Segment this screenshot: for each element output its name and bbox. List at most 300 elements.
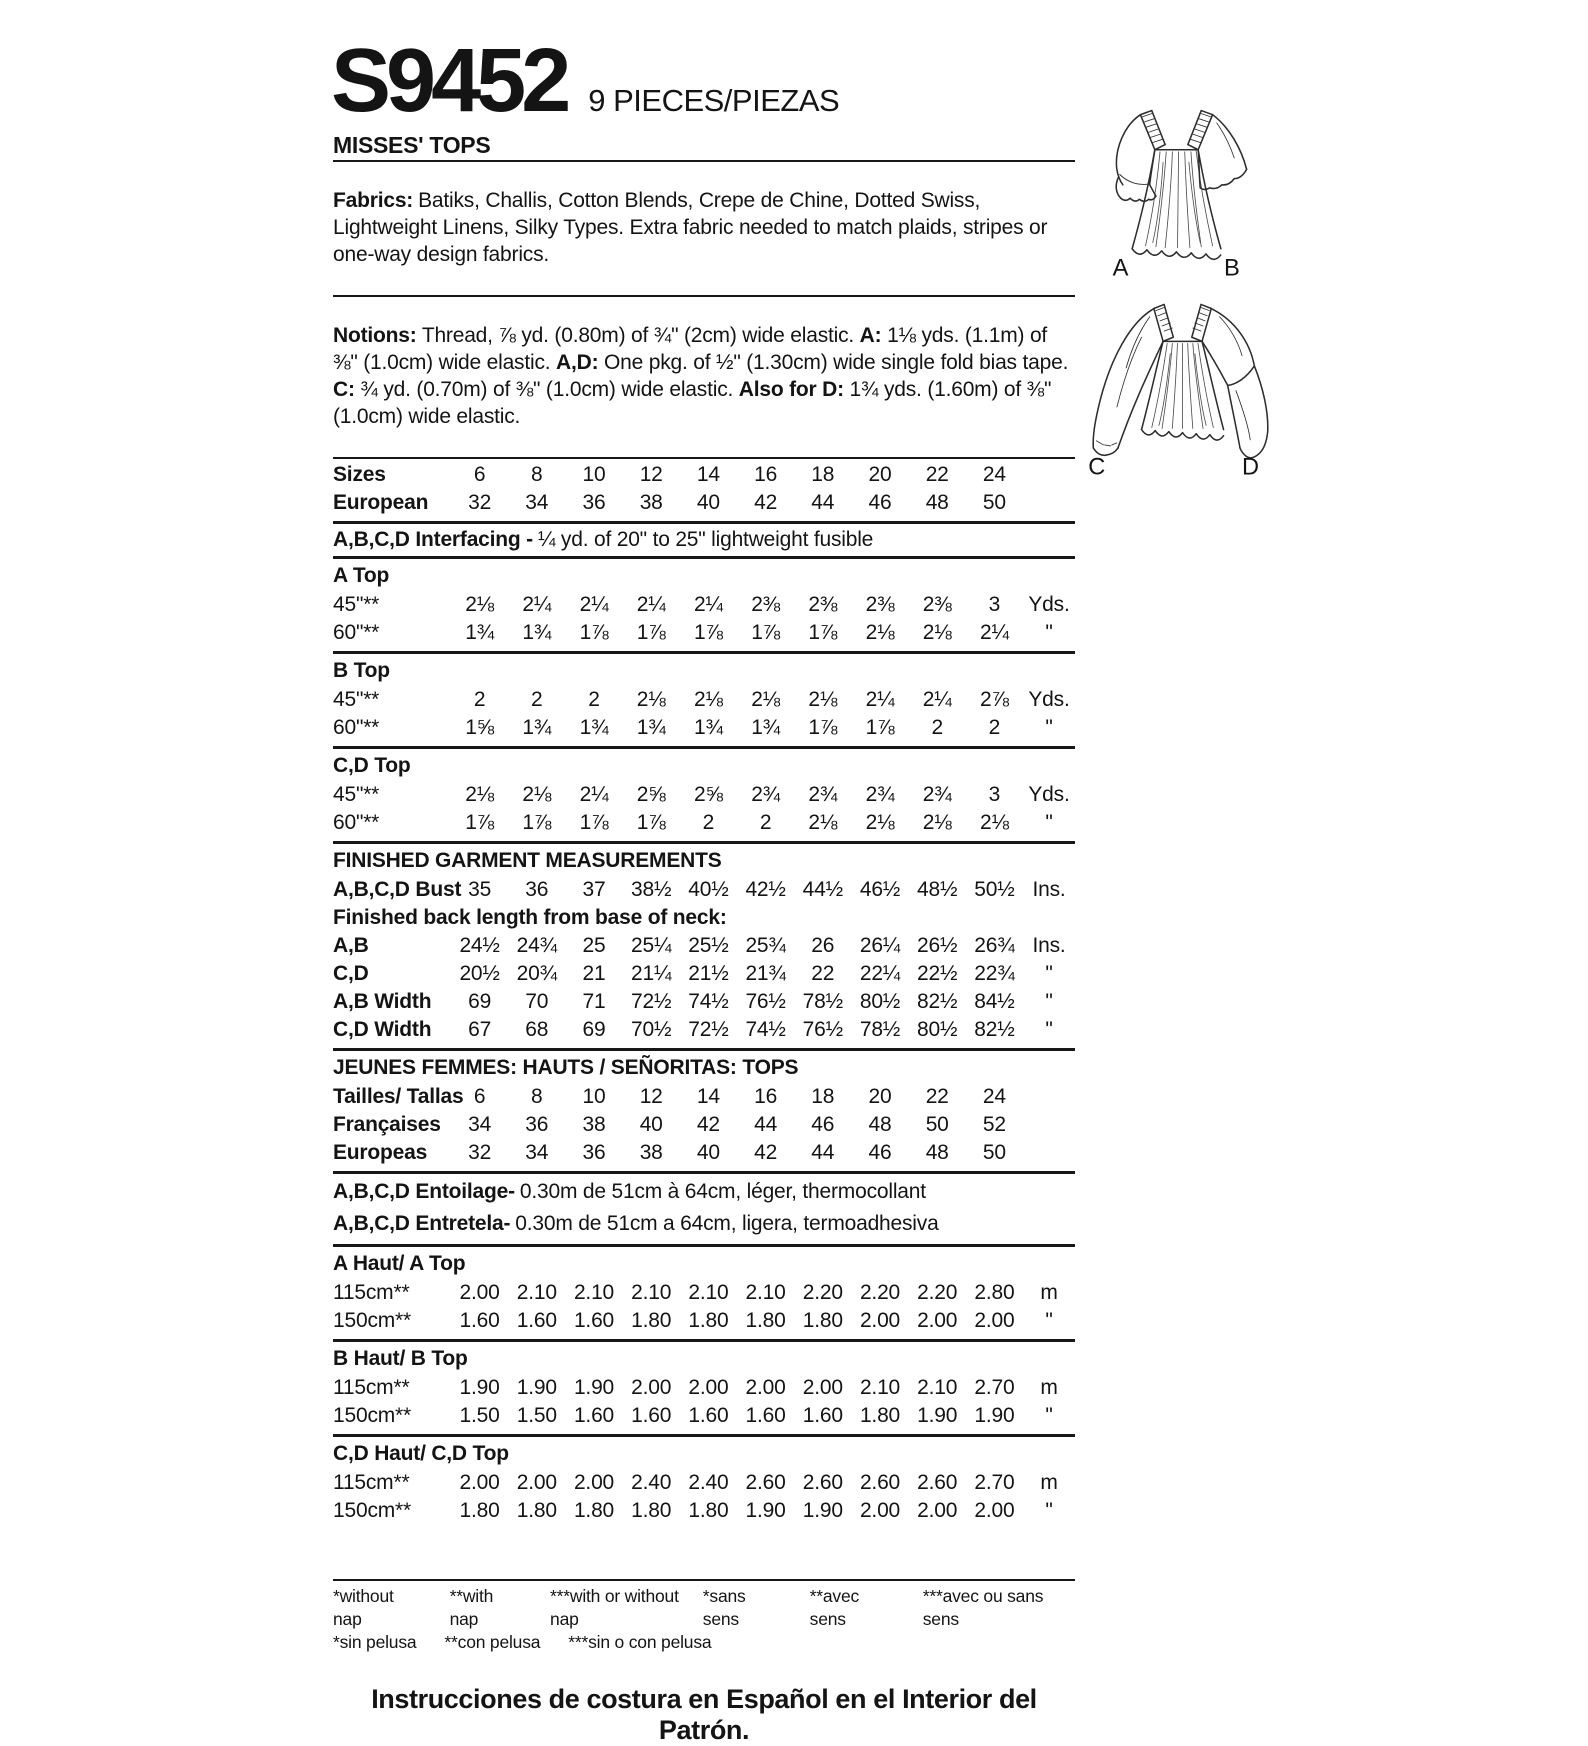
table-cell: 2¾ (865, 783, 895, 806)
notions-text: Thread, ⅞ yd. (0.80m) of ¾" (2cm) wide elastic. (416, 324, 860, 347)
table-cell: 2¾ (808, 783, 838, 806)
size-table (333, 459, 1075, 521)
table-cell: 69 (582, 1018, 606, 1041)
table-cell: 2.80 (974, 1281, 1015, 1304)
table-cell: 2⅛ (751, 688, 780, 711)
row-label: 150cm** (333, 1309, 411, 1332)
line-art (1093, 304, 1268, 457)
table-cell: 2¼ (694, 593, 723, 616)
table-cell: 25½ (688, 934, 729, 957)
row-label: C,D Width (333, 1018, 432, 1041)
table-cell: 16 (754, 463, 778, 486)
table-cell: 2.00 (573, 1471, 615, 1494)
table-cell: 2⅞ (980, 688, 1009, 711)
gather-lines (1152, 343, 1214, 428)
table-cell: 36 (582, 1141, 606, 1164)
entoilage-label: A,B,C,D Entoilage- (333, 1180, 515, 1203)
footnote: ***with or without nap (550, 1586, 679, 1629)
table-cell: 2.00 (917, 1309, 958, 1332)
unit-cell: Yds. (1028, 783, 1070, 806)
table-cell: 2⅛ (980, 811, 1009, 834)
table-cell: 3 (988, 593, 1001, 616)
table-row (333, 591, 1075, 619)
notions-label: Also for D: (738, 378, 844, 401)
table-row (333, 1016, 1075, 1044)
fabrics-text: Batiks, Challis, Cotton Blends, Crepe de Chine, Dotted Swiss, Lightweight Linens, Silky Types. Extra fabric needed to match plaids, stripes or one-way design fabrics. (333, 189, 1048, 266)
table-cell: 22 (811, 962, 835, 985)
table-row (333, 1402, 1075, 1430)
footnote-line-2 (333, 1631, 1075, 1654)
table-cell: 22¾ (974, 962, 1015, 985)
notions-paragraph (333, 318, 1075, 436)
bust-table (333, 876, 1075, 904)
table-cell: 34 (468, 1113, 492, 1136)
row-label: 60"** (333, 811, 380, 834)
unit-cell: Ins. (1032, 878, 1066, 901)
table-cell: 2¼ (522, 593, 552, 616)
table-cell: 2⅛ (808, 688, 838, 711)
table-cell: 2¼ (579, 593, 609, 616)
bodice-outline (1132, 150, 1221, 249)
footnote-group-french (703, 1585, 1075, 1631)
row-label: 150cm** (333, 1404, 411, 1427)
table-cell: 1⅞ (465, 811, 494, 834)
table-cell: 1.90 (917, 1404, 958, 1427)
gather-lines (1146, 151, 1213, 248)
entretela-line (333, 1208, 1075, 1240)
table-cell: 1.60 (688, 1404, 729, 1427)
table-cell: 2⅛ (636, 688, 666, 711)
table-cell: 1.90 (802, 1499, 843, 1522)
notions-label: A,D: (556, 351, 599, 374)
table-row (333, 1139, 1075, 1167)
section-heading: FINISHED GARMENT MEASUREMENTS (333, 849, 722, 872)
notions-label: Notions: (333, 324, 417, 347)
table-cell: 25¼ (631, 934, 672, 957)
table-cell: 40 (639, 1113, 663, 1136)
table-cell: 1.80 (745, 1309, 786, 1332)
row-label: 115cm** (333, 1376, 410, 1399)
table-row (333, 1497, 1075, 1525)
table-cell: 2.60 (802, 1471, 843, 1494)
table-cell: 2¾ (922, 783, 952, 806)
footnote: *without nap (333, 1586, 394, 1629)
table-cell: 2 (588, 688, 600, 711)
footnote: **with nap (449, 1586, 494, 1629)
table-cell: 26 (811, 934, 835, 957)
table-cell: 18 (811, 1085, 835, 1108)
footnote-group-english (333, 1585, 703, 1631)
b-haut-section (333, 1342, 1075, 1434)
table-cell: 1¾ (522, 621, 552, 644)
table-cell: 22 (925, 463, 949, 486)
table-cell: 1.60 (631, 1404, 672, 1427)
table-cell: 1.80 (573, 1499, 615, 1522)
row-label: European (333, 491, 429, 514)
hem-scallops (1132, 249, 1221, 260)
footnote: **con pelusa (444, 1632, 541, 1652)
table-cell: 44 (811, 1141, 835, 1164)
footnotes (333, 1579, 1075, 1654)
table-cell: 1⅞ (522, 811, 552, 834)
spanish-instructions-note: Instrucciones de costura en Español en el Interior del Patrón. (371, 1684, 1037, 1745)
table-cell: 1.80 (516, 1499, 557, 1522)
table-cell: 21¾ (745, 962, 786, 985)
table-cell: 2⅛ (922, 811, 952, 834)
table-cell: 46 (868, 491, 892, 514)
table-cell: 2.20 (802, 1281, 843, 1304)
table-cell: 38 (582, 1113, 606, 1136)
table-row (333, 461, 1075, 489)
row-label: C,D (333, 962, 369, 985)
table-cell: 34 (525, 491, 549, 514)
table-cell: 2 (759, 811, 772, 834)
table-cell: 24 (982, 1085, 1006, 1108)
table-cell: 20 (868, 1085, 892, 1108)
table-cell: 1.60 (459, 1309, 500, 1332)
row-label: 60"** (333, 621, 380, 644)
table-cell: 1.80 (631, 1309, 672, 1332)
table-cell: 72½ (631, 990, 672, 1013)
table-cell: 35 (468, 878, 492, 901)
table-cell: 40 (696, 1141, 720, 1164)
table-cell: 48½ (917, 878, 958, 901)
pieces-count: 9 PIECES/PIEZAS (588, 83, 840, 118)
table-cell: 2 (931, 716, 943, 739)
table-cell: 21¼ (631, 962, 672, 985)
table-cell: 1⅞ (865, 716, 895, 739)
divider (333, 295, 1075, 297)
table-cell: 34 (525, 1141, 549, 1164)
interfacing-label: A,B,C,D Interfacing - (333, 528, 533, 551)
table-cell: 2.00 (688, 1376, 729, 1399)
table-cell: 2.60 (917, 1471, 958, 1494)
footnote: *sin pelusa (333, 1632, 417, 1652)
table-row (333, 489, 1075, 517)
row-label: A,B,C,D Bust (333, 878, 462, 901)
garment-cd-drawing (1080, 296, 1280, 479)
table-cell: 1.90 (516, 1376, 557, 1399)
divider (333, 1579, 1075, 1581)
yardage-chart (333, 130, 1075, 1746)
table-cell: 22¼ (859, 962, 901, 985)
unit-cell: m (1040, 1281, 1058, 1304)
table-cell: 2⅛ (522, 783, 552, 806)
table-cell: 80½ (859, 990, 901, 1013)
b-top-section (333, 654, 1075, 746)
table-cell: 2.40 (688, 1471, 729, 1494)
table-cell: 70½ (631, 1018, 672, 1041)
back-length-subheading: Finished back length from base of neck: (333, 906, 727, 929)
table-cell: 12 (639, 463, 663, 486)
unit-cell: Yds. (1028, 593, 1070, 616)
entoilage-line (333, 1176, 1075, 1208)
table-cell: 1⅞ (694, 621, 723, 644)
table-cell: 1¾ (751, 716, 780, 739)
table-cell: 2.00 (974, 1309, 1015, 1332)
table-cell: 2.70 (974, 1471, 1015, 1494)
table-cell: 1.50 (459, 1404, 500, 1427)
table-cell: 70 (525, 990, 549, 1013)
table-cell: 1.80 (802, 1309, 843, 1332)
table-cell: 1¾ (522, 716, 552, 739)
row-label: Europeas (333, 1141, 428, 1164)
table-cell: 50 (982, 1141, 1006, 1164)
page-title: MISSES' TOPS (333, 132, 491, 158)
table-cell: 25¾ (745, 934, 786, 957)
table-cell: 36 (525, 878, 549, 901)
table-cell: 2.10 (745, 1281, 786, 1304)
table-row (333, 809, 1075, 837)
table-cell: 76½ (745, 990, 786, 1013)
table-cell: 2⅛ (808, 811, 838, 834)
unit-cell: " (1045, 621, 1053, 644)
table-cell: 2 (531, 688, 543, 711)
table-cell: 1.90 (459, 1376, 500, 1399)
table-cell: 78½ (859, 1018, 901, 1041)
table-cell: 50 (925, 1113, 949, 1136)
table-cell: 1⅞ (751, 621, 780, 644)
garment-label-c: C (1088, 453, 1106, 479)
table-cell: 12 (639, 1085, 663, 1108)
table-cell: 68 (525, 1018, 549, 1041)
footnote: ***avec ou sans sens (922, 1586, 1044, 1629)
section-heading: A Top (333, 564, 390, 587)
b-top-table (333, 686, 1075, 742)
table-cell: 42 (754, 1141, 778, 1164)
table-cell: 1.90 (573, 1376, 615, 1399)
garment-label-d: D (1242, 453, 1259, 479)
table-cell: 48 (925, 491, 949, 514)
table-cell: 2⅛ (465, 593, 494, 616)
table-cell: 40 (696, 491, 720, 514)
table-row (333, 686, 1075, 714)
table-cell: 1.90 (745, 1499, 786, 1522)
table-cell: 2⅝ (694, 783, 723, 806)
table-cell: 1¾ (465, 621, 494, 644)
table-row (333, 1083, 1075, 1111)
table-cell: 1.60 (802, 1404, 843, 1427)
interfacing-line (333, 524, 1075, 556)
table-cell: 2⅛ (694, 688, 723, 711)
table-cell: 74½ (745, 1018, 786, 1041)
row-label: 115cm** (333, 1471, 410, 1494)
table-cell: 2⅜ (865, 593, 895, 616)
garment-ab-illustration (1094, 102, 1259, 285)
cd-haut-section (333, 1437, 1075, 1529)
table-cell: 14 (696, 1085, 720, 1108)
table-cell: 2.00 (859, 1309, 901, 1332)
table-cell: 80½ (917, 1018, 958, 1041)
table-cell: 46½ (859, 878, 901, 901)
table-row (333, 960, 1075, 988)
table-cell: 38 (639, 491, 663, 514)
garment-cd-illustration (1080, 296, 1280, 484)
table-cell: 42½ (745, 878, 786, 901)
table-cell: 1⅞ (808, 716, 838, 739)
table-cell: 20¾ (516, 962, 557, 985)
table-cell: 2¼ (922, 688, 952, 711)
table-row (333, 1111, 1075, 1139)
table-cell: 82½ (917, 990, 958, 1013)
table-row (333, 619, 1075, 647)
table-cell: 71 (582, 990, 606, 1013)
table-cell: 37 (582, 878, 606, 901)
table-cell: 2⅛ (865, 621, 895, 644)
unit-cell: " (1045, 716, 1053, 739)
table-cell: 36 (525, 1113, 549, 1136)
table-cell: 2.70 (974, 1376, 1015, 1399)
table-cell: 16 (754, 1085, 778, 1108)
table-cell: 2.10 (631, 1281, 672, 1304)
table-cell: 1.50 (516, 1404, 557, 1427)
divider (333, 160, 1075, 162)
finished-measurements-section (333, 844, 1075, 1048)
table-cell: 50 (982, 491, 1006, 514)
table-cell: 26¼ (859, 934, 901, 957)
entretela-label: A,B,C,D Entretela- (333, 1212, 511, 1235)
table-cell: 46 (811, 1113, 835, 1136)
table-cell: 78½ (802, 990, 843, 1013)
unit-cell: " (1045, 1499, 1053, 1522)
table-cell: 14 (696, 463, 720, 486)
table-cell: 72½ (688, 1018, 729, 1041)
unit-cell: " (1045, 1404, 1053, 1427)
fabrics-label: Fabrics: (333, 189, 414, 212)
table-row (333, 1279, 1075, 1307)
notions-text: 1⅛ yds. (1.1m) of ⅜" (1.0cm) wide elastic. (333, 324, 1048, 374)
interfacing-text: ¼ yd. of 20" to 25" lightweight fusible (537, 528, 874, 551)
table-cell: 2.00 (917, 1499, 958, 1522)
table-cell: 2⅛ (922, 621, 952, 644)
table-cell: 1⅞ (579, 621, 609, 644)
table-cell: 1¾ (636, 716, 666, 739)
table-cell: 1.60 (573, 1404, 615, 1427)
row-label: Sizes (333, 463, 386, 486)
table-cell: 1.60 (516, 1309, 557, 1332)
table-cell: 42 (754, 491, 778, 514)
table-cell: 2.10 (573, 1281, 615, 1304)
notions-label: A: (859, 324, 882, 347)
table-cell: 69 (468, 990, 492, 1013)
table-cell: 26¾ (974, 934, 1015, 957)
table-cell: 38 (639, 1141, 663, 1164)
table-cell: 48 (868, 1113, 892, 1136)
unit-cell: " (1045, 811, 1053, 834)
notions-text: 1¾ yds. (1.60m) of ⅜" (1.0cm) wide elastic. (333, 378, 1052, 428)
entoilage-section (333, 1174, 1075, 1244)
footnote-group-spanish (333, 1631, 711, 1654)
table-cell: 36 (582, 491, 606, 514)
table-cell: 2¼ (636, 593, 666, 616)
table-cell: 10 (582, 463, 606, 486)
back-length-table (333, 932, 1075, 1044)
table-cell: 1.60 (745, 1404, 786, 1427)
table-cell: 42 (696, 1113, 720, 1136)
fabrics-paragraph (333, 183, 1075, 274)
a-top-section (333, 559, 1075, 651)
row-label: Tailles/ Tallas (333, 1085, 464, 1108)
table-cell: 3 (988, 783, 1001, 806)
masthead (331, 31, 840, 131)
unit-cell: Ins. (1032, 934, 1066, 957)
table-cell: 44½ (802, 878, 843, 901)
table-cell: 21½ (688, 962, 729, 985)
table-cell: 52 (982, 1113, 1006, 1136)
table-cell: 2.00 (974, 1499, 1015, 1522)
line-art (1116, 111, 1246, 260)
table-cell: 2.20 (917, 1281, 958, 1304)
table-cell: 8 (531, 463, 543, 486)
unit-cell: " (1045, 990, 1053, 1013)
table-cell: 18 (811, 463, 835, 486)
table-row (333, 781, 1075, 809)
table-cell: 1⅞ (636, 621, 666, 644)
cd-top-table (333, 781, 1075, 837)
table-cell: 2¼ (579, 783, 609, 806)
table-cell: 6 (473, 463, 486, 486)
row-label: 115cm** (333, 1281, 410, 1304)
section-heading: C,D Top (333, 754, 411, 777)
table-cell: 1.80 (859, 1404, 901, 1427)
table-cell: 2¼ (865, 688, 895, 711)
table-cell: 84½ (974, 990, 1015, 1013)
table-cell: 2 (988, 716, 1001, 739)
table-cell: 2⅛ (865, 811, 895, 834)
table-cell: 2.00 (802, 1376, 843, 1399)
table-cell: 21 (582, 962, 606, 985)
table-row (333, 1469, 1075, 1497)
table-cell: 40½ (688, 878, 729, 901)
table-cell: 48 (925, 1141, 949, 1164)
garment-label-a: A (1112, 255, 1129, 280)
table-cell: 1⅞ (636, 811, 666, 834)
row-label: 45"** (333, 688, 380, 711)
unit-cell: " (1045, 1309, 1053, 1332)
table-cell: 22 (925, 1085, 949, 1108)
table-cell: 74½ (688, 990, 729, 1013)
table-cell: 6 (473, 1085, 486, 1108)
entretela-text: 0.30m de 51cm a 64cm, ligera, termoadhesiva (515, 1212, 939, 1235)
table-cell: 1.80 (688, 1309, 729, 1332)
french-spanish-section (333, 1051, 1075, 1171)
table-cell: 2⅜ (751, 593, 780, 616)
table-cell: 1⅞ (808, 621, 838, 644)
table-cell: 24¾ (516, 934, 557, 957)
table-row (333, 988, 1075, 1016)
footnote: *sans sens (702, 1586, 746, 1629)
table-cell: 24 (982, 463, 1006, 486)
footnote: ***sin o con pelusa (568, 1632, 712, 1652)
hem-scallops (1142, 430, 1224, 441)
cd-top-section (333, 749, 1075, 841)
table-cell: 32 (468, 1141, 492, 1164)
table-cell: 2.10 (516, 1281, 557, 1304)
table-cell: 2 (702, 811, 715, 834)
table-cell: 32 (468, 491, 492, 514)
table-cell: 2⅝ (636, 783, 666, 806)
unit-cell: " (1045, 1018, 1053, 1041)
table-cell: 1.80 (459, 1499, 500, 1522)
table-cell: 2 (473, 688, 486, 711)
table-cell: 2.00 (859, 1499, 901, 1522)
table-cell: 22½ (917, 962, 958, 985)
table-cell: 2.10 (688, 1281, 729, 1304)
table-cell: 2⅛ (465, 783, 494, 806)
notions-text: ¾ yd. (0.70m) of ⅜" (1.0cm) wide elastic. (354, 378, 739, 401)
table-cell: 1¾ (694, 716, 723, 739)
table-cell: 76½ (802, 1018, 843, 1041)
